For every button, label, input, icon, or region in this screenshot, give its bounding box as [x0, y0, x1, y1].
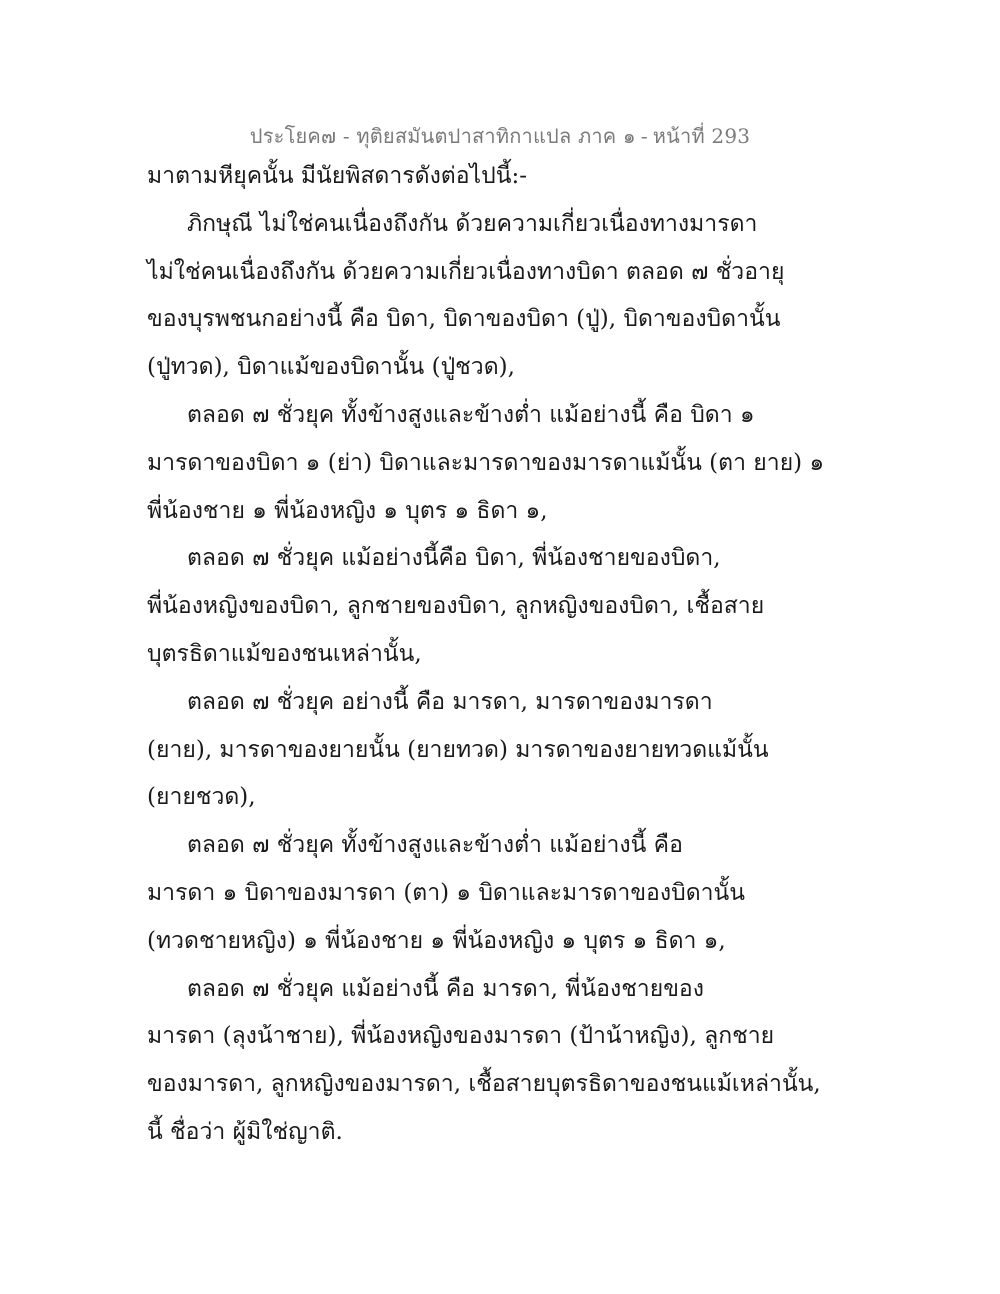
- text-line: บุตรธิดาแม้ของชนเหล่านั้น,: [147, 640, 422, 667]
- text-line: ตลอด ๗ ชั่วยุค อย่างนี้ คือ มารดา, มารดาของมารดา: [187, 688, 713, 715]
- text-line: ตลอด ๗ ชั่วยุค แม้อย่างนี้ คือ มารดา, พี่น้องชายของ: [187, 975, 704, 1002]
- text-line: (ปู่ทวด), บิดาแม้ของบิดานั้น (ปู่ชวด),: [147, 354, 515, 381]
- text-line: มารดาของบิดา ๑ (ย่า) บิดาและมารดาของมารดาแม้นั้น (ตา ยาย) ๑: [147, 449, 825, 476]
- text-line: ตลอด ๗ ชั่วยุค ทั้งข้างสูงและข้างต่ำ แม้อย่างนี้ คือ: [187, 832, 683, 859]
- text-line: ตลอด ๗ ชั่วยุค แม้อย่างนี้คือ บิดา, พี่น้องชายของบิดา,: [187, 545, 721, 572]
- text-line: (ยายชวด),: [147, 784, 256, 811]
- body-text: [147, 158, 867, 1162]
- text-line: มาตามหียุคนั้น มีนัยพิสดารดังต่อไปนี้:-: [147, 163, 527, 189]
- text-line: พี่น้องหญิงของบิดา, ลูกชายของบิดา, ลูกหญิงของบิดา, เชื้อสาย: [147, 593, 765, 620]
- text-line: พี่น้องชาย ๑ พี่น้องหญิง ๑ บุตร ๑ ธิดา ๑,: [147, 497, 548, 524]
- text-line: (ทวดชายหญิง) ๑ พี่น้องชาย ๑ พี่น้องหญิง ๑ บุตร ๑ ธิดา ๑,: [147, 927, 726, 954]
- text-line: ของบุรพชนกอย่างนี้ คือ บิดา, บิดาของบิดา (ปู่), บิดาของบิดานั้น: [147, 306, 781, 333]
- text-line: (ยาย), มารดาของยายนั้น (ยายทวด) มารดาของยายทวดแม้นั้น: [147, 736, 769, 763]
- text-line: ภิกษุณี ไม่ใช่คนเนื่องถึงกัน ด้วยความเกี่ยวเนื่องทางมารดา: [187, 210, 758, 237]
- text-line: ไม่ใช่คนเนื่องถึงกัน ด้วยความเกี่ยวเนื่องทางบิดา ตลอด ๗ ชั่วอายุ: [147, 258, 785, 285]
- header-separator: -: [640, 124, 648, 148]
- text-line: มารดา ๑ บิดาของมารดา (ตา) ๑ บิดาและมารดาของบิดานั้น: [147, 879, 745, 906]
- header-book-title: ประโยค๗ - ทุติยสมันตปาสาทิกาแปล ภาค ๑: [249, 124, 636, 148]
- header-page-number: หน้าที่ 293: [652, 124, 751, 148]
- text-line: ตลอด ๗ ชั่วยุค ทั้งข้างสูงและข้างต่ำ แม้อย่างนี้ คือ บิดา ๑: [187, 401, 755, 428]
- text-line: มารดา (ลุงน้าชาย), พี่น้องหญิงของมารดา (ป้าน้าหญิง), ลูกชาย: [147, 1023, 775, 1050]
- text-line: นี้ ชื่อว่า ผู้มิใช่ญาติ.: [147, 1118, 343, 1145]
- running-header: [0, 120, 1000, 152]
- text-line: ของมารดา, ลูกหญิงของมารดา, เชื้อสายบุตรธิดาของชนแม้เหล่านั้น,: [147, 1071, 821, 1098]
